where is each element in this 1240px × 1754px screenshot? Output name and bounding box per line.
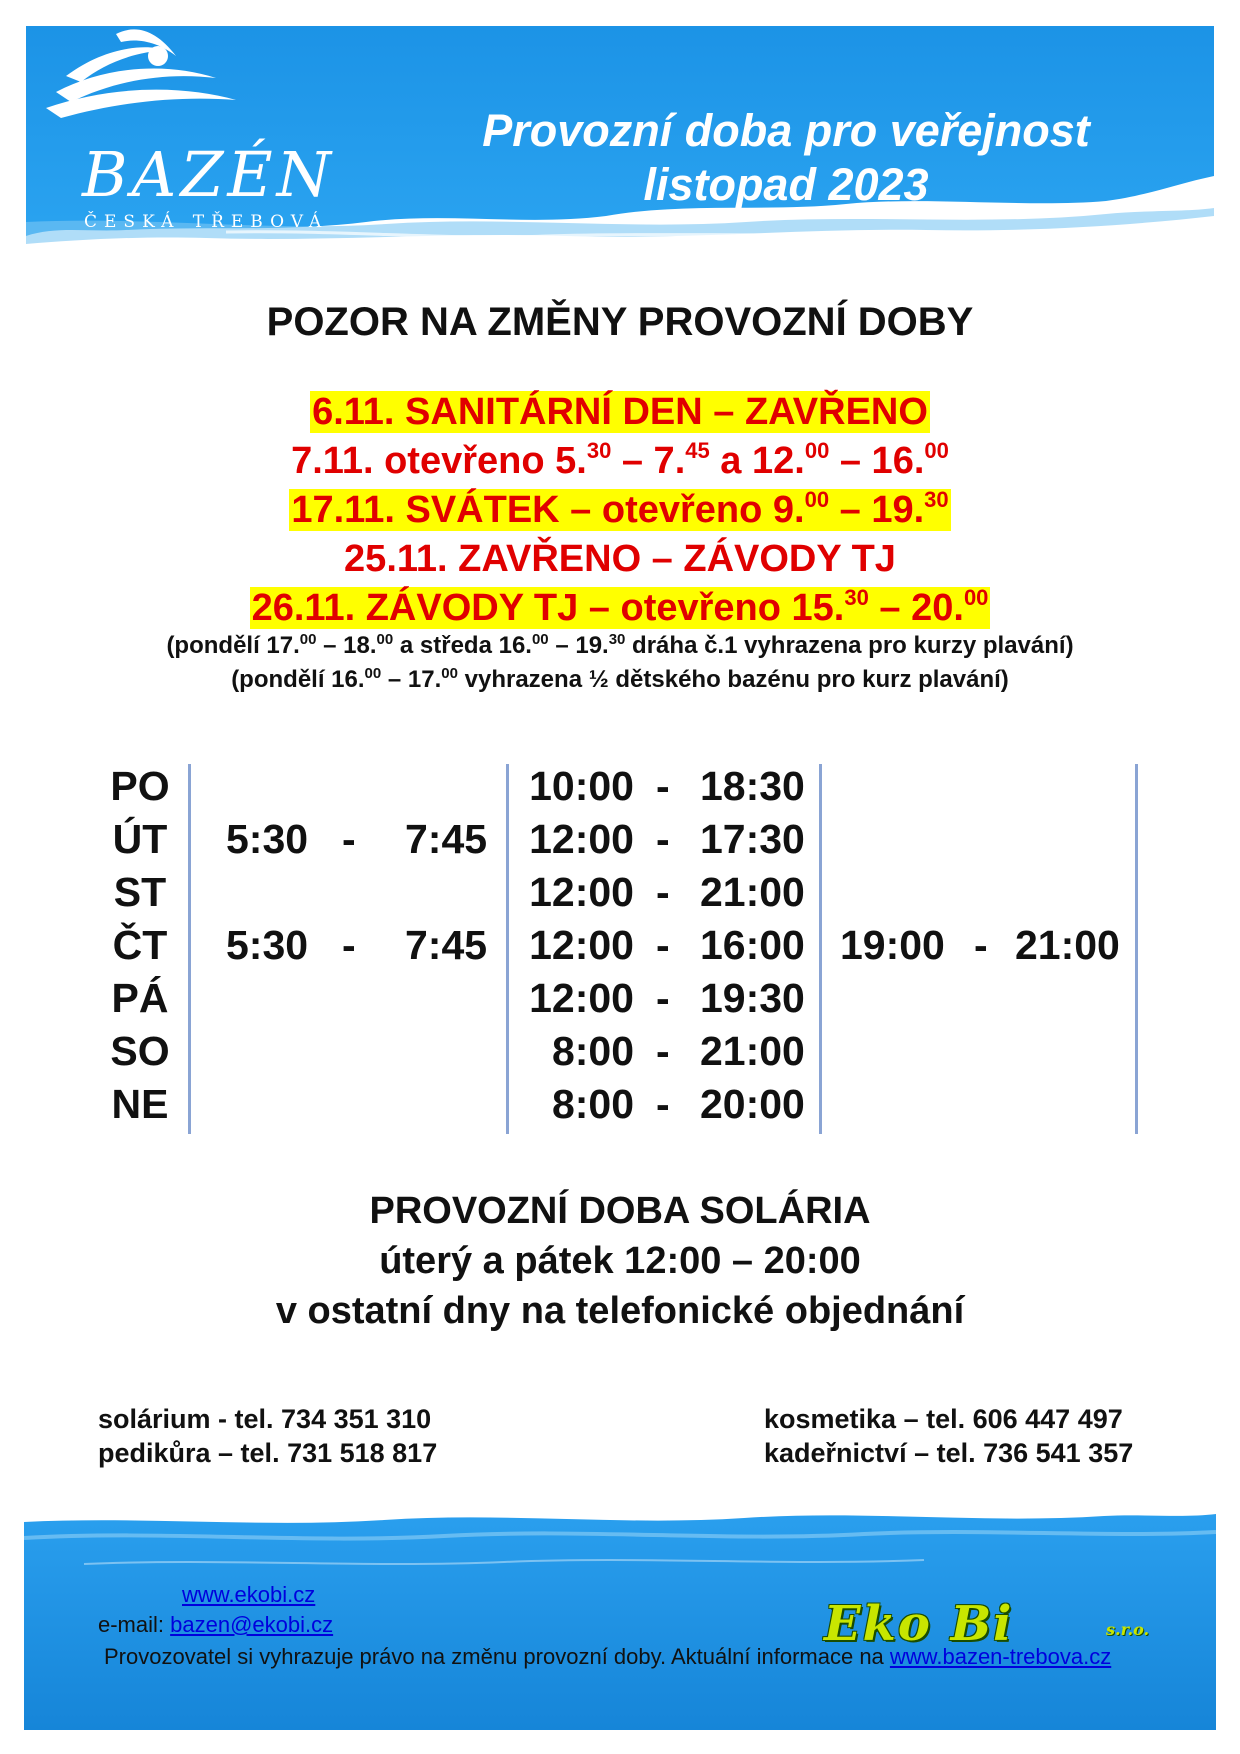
morning-from: 5:30 <box>226 922 309 968</box>
solarium-hours: úterý a pátek 12:00 – 20:00 <box>379 1240 861 1282</box>
day-from: 10:00 <box>529 763 634 809</box>
page-subtitle-month: listopad 2023 <box>643 159 929 210</box>
email-line: e-mail: bazen@ekobi.cz <box>98 1612 334 1637</box>
day-label: PO <box>110 763 170 809</box>
day-from: 12:00 <box>529 975 634 1021</box>
changes-heading: POZOR NA ZMĚNY PROVOZNÍ DOBY <box>266 300 974 344</box>
day-to: 17:30 <box>700 816 805 862</box>
schedule-row <box>0 1025 1240 1078</box>
notice-line <box>0 437 1240 486</box>
contact-pedikura: pedikůra – tel. 731 518 817 <box>98 1438 438 1468</box>
logo-subtitle: ČESKÁ TŘEBOVÁ <box>84 212 329 232</box>
schedule-row <box>0 760 1240 813</box>
day-from: 12:00 <box>529 869 634 915</box>
day-label: ST <box>113 869 167 915</box>
notice-list <box>0 388 1240 633</box>
notice-line <box>0 535 1240 584</box>
disclaimer: Provozovatel si vyhrazuje právo na změnu provozní doby. Aktuální informace na www.bazen-trebova.cz <box>104 1644 1112 1669</box>
day-label: NE <box>111 1081 169 1127</box>
day-to: 21:00 <box>700 1028 805 1074</box>
day-to: 19:30 <box>700 975 805 1021</box>
notice-text: 17.11. SVÁTEK – otevřeno 9.00 – 19.30 <box>291 487 949 531</box>
notice-text: 7.11. otevřeno 5.30 – 7.45 a 12.00 – 16.00 <box>291 438 949 482</box>
range-dash: - <box>656 975 670 1021</box>
morning-to: 7:45 <box>405 816 488 862</box>
solarium-other-days: v ostatní dny na telefonické objednání <box>275 1290 965 1332</box>
range-dash: - <box>656 1028 670 1074</box>
info-website-link[interactable]: www.bazen-trebova.cz <box>889 1644 1112 1669</box>
notice-line <box>0 486 1240 535</box>
day-to: 18:30 <box>700 763 805 809</box>
day-label: ČT <box>112 922 168 968</box>
notice-text: 25.11. ZAVŘENO – ZÁVODY TJ <box>344 538 896 580</box>
range-dash: - <box>656 869 670 915</box>
evening-from: 19:00 <box>840 922 945 968</box>
contact-solarium: solárium - tel. 734 351 310 <box>98 1404 432 1434</box>
schedule-row <box>0 972 1240 1025</box>
evening-to: 21:00 <box>1015 922 1120 968</box>
solarium-heading: PROVOZNÍ DOBA SOLÁRIA <box>369 1190 871 1232</box>
day-label: ÚT <box>112 816 168 862</box>
day-to: 16:00 <box>700 922 805 968</box>
day-to: 21:00 <box>700 869 805 915</box>
footer-banner <box>24 1508 1216 1730</box>
day-label: PÁ <box>111 975 169 1021</box>
morning-from: 5:30 <box>226 816 309 862</box>
contact-kadernictvi: kadeřnictví – tel. 736 541 357 <box>764 1438 1134 1468</box>
range-dash: - <box>656 816 670 862</box>
lane-reservation-note: (pondělí 17.00 – 18.00 a středa 16.00 – 19.30 dráha č.1 vyhrazena pro kurzy plavání) <box>166 631 1074 659</box>
day-label: SO <box>110 1028 170 1074</box>
ekobi-brand-logo: Eko Bi <box>824 1596 1014 1652</box>
range-dash: - <box>656 922 670 968</box>
website-link[interactable]: www.ekobi.cz <box>182 1582 316 1607</box>
notice-line <box>0 388 1240 437</box>
day-from: 8:00 <box>551 1081 634 1127</box>
range-dash: - <box>656 1081 670 1127</box>
day-from: 8:00 <box>551 1028 634 1074</box>
email-link[interactable]: bazen@ekobi.cz <box>170 1612 334 1637</box>
day-from: 12:00 <box>529 922 634 968</box>
schedule-row <box>0 1078 1240 1131</box>
range-dash: - <box>342 922 356 968</box>
range-dash: - <box>974 922 988 968</box>
morning-to: 7:45 <box>405 922 488 968</box>
range-dash: - <box>342 816 356 862</box>
notice-text: 26.11. ZÁVODY TJ – otevřeno 15.30 – 20.00 <box>251 585 989 629</box>
ekobi-brand-suffix: s.r.o. <box>1106 1620 1150 1639</box>
logo-wordmark: BAZÉN <box>82 138 335 211</box>
contact-kosmetika: kosmetika – tel. 606 447 497 <box>764 1404 1123 1434</box>
page-title: Provozní doba pro veřejnost <box>482 105 1090 156</box>
weekly-schedule <box>0 760 1240 1132</box>
schedule-row <box>0 813 1240 866</box>
header-banner <box>26 26 1214 266</box>
day-to: 20:00 <box>700 1081 805 1127</box>
notice-text: 6.11. SANITÁRNÍ DEN – ZAVŘENO <box>312 391 928 433</box>
schedule-row <box>0 866 1240 919</box>
kids-pool-note: (pondělí 16.00 – 17.00 vyhrazena ½ dětského bazénu pro kurz plavání) <box>231 665 1009 693</box>
range-dash: - <box>656 763 670 809</box>
schedule-row <box>0 919 1240 972</box>
day-from: 12:00 <box>529 816 634 862</box>
notice-line <box>0 584 1240 633</box>
